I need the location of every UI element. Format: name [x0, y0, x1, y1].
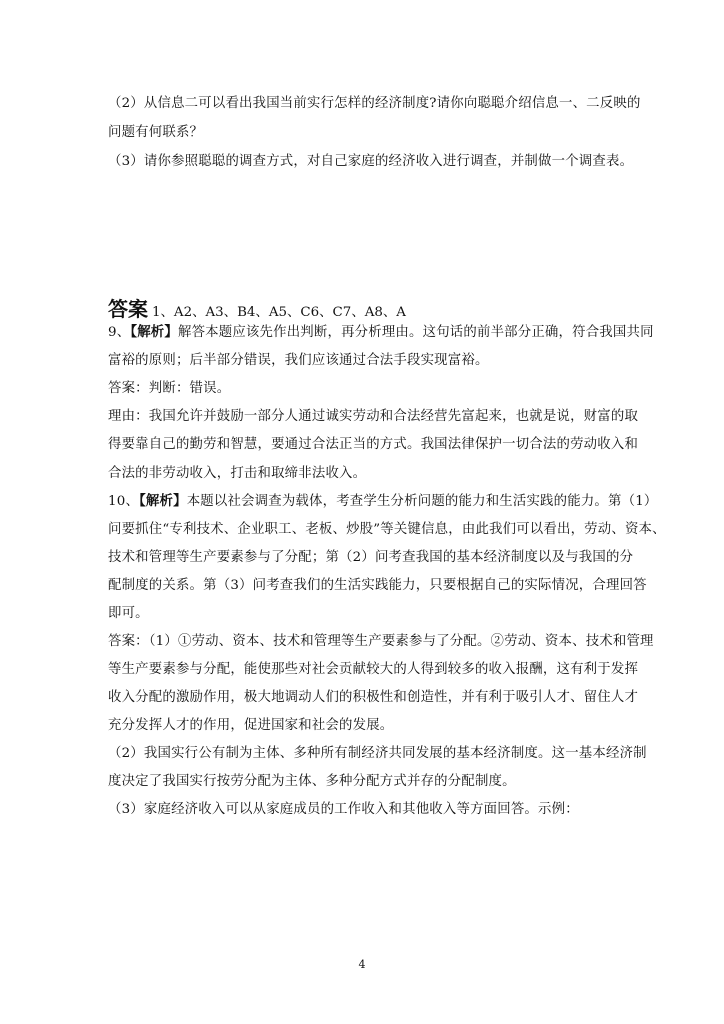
- q9-analysis-line-2: 富裕的原则；后半部分错误，我们应该通过合法手段实现富裕。: [108, 353, 489, 368]
- q10-analysis-line-5: 即可。: [108, 606, 149, 621]
- q10-answer-line-1: 答案：（1）①劳动、资本、技术和管理等生产要素参与了分配。②劳动、资本、技术和管理: [108, 634, 654, 649]
- q10-analysis-tag: 【解析】: [139, 493, 187, 509]
- q10-answer-line-4: 充分发挥人才的作用，促进国家和社会的发展。: [108, 718, 394, 733]
- question-2-line-1: （2）从信息二可以看出我国当前实行怎样的经济制度?请你向聪聪介绍信息一、二反映的: [108, 96, 641, 111]
- q9-reason-line-3: 合法的非劳动收入，打击和取缔非法收入。: [108, 466, 367, 481]
- q9-analysis-line-1: [108, 324, 654, 341]
- q9-reason-line-1: 理由：我国允许并鼓励一部分人通过诚实劳动和合法经营先富起来，也就是说，财富的取: [108, 409, 639, 424]
- q9-text: 解答本题应该先作出判断，再分析理由。这句话的前半部分正确，符合我国共同: [177, 325, 654, 340]
- q10-analysis-line-3: 技术和管理等生产要素参与了分配；第（2）问考查我国的基本经济制度以及与我国的分: [108, 550, 634, 565]
- q10-analysis-line-4: 配制度的关系。第（3）问考查我们的生活实践能力，只要根据自己的实际情况，合理回答: [108, 578, 647, 593]
- q9-analysis-tag: 【解析】: [130, 324, 178, 340]
- page-number: 4: [358, 958, 366, 971]
- question-2-line-2: 问题有何联系？: [108, 125, 204, 140]
- q9-answer-line: 答案：判断：错误。: [108, 381, 231, 396]
- q10-answer-line-2: 等生产要素参与分配，能使那些对社会贡献较大的人得到较多的收入报酬，这有利于发挥: [108, 662, 639, 677]
- q9-reason-line-2: 得要靠自己的勤劳和智慧，要通过合法正当的方式。我国法律保护一切合法的劳动收入和: [108, 437, 639, 452]
- q10-answer-line-3: 收入分配的激励作用，极大地调动人们的积极性和创造性，并有利于吸引人才、留住人才: [108, 690, 639, 705]
- q10-answer-2-line-1: （2）我国实行公有制为主体、多种所有制经济共同发展的基本经济制度。这一基本经济制: [108, 746, 647, 761]
- q10-analysis-line-1: [108, 493, 658, 510]
- q10-analysis-line-2: 问要抓住“专利技术、企业职工、老板、炒股”等关键信息，由此我们可以看出，劳动、资本、: [108, 522, 666, 537]
- q10-answer-2-line-2: 度决定了我国实行按劳分配为主体、多种分配方式并存的分配制度。: [108, 774, 516, 789]
- q9-number: 9、: [108, 325, 131, 340]
- question-3-line: （3）请你参照聪聪的调查方式，对自己家庭的经济收入进行调查，并制做一个调查表。: [108, 154, 634, 169]
- answer-heading: 答案: [108, 297, 148, 321]
- q10-text: 本题以社会调查为载体，考查学生分析问题的能力和生活实践的能力。第（1）: [186, 494, 658, 509]
- answer-choices: 1、A2、A3、B4、A5、C6、C7、A8、A: [152, 305, 406, 320]
- answer-heading-row: [108, 298, 406, 324]
- q10-number: 10、: [108, 494, 140, 509]
- q10-answer-3-line: （3）家庭经济收入可以从家庭成员的工作收入和其他收入等方面回答。示例：: [108, 802, 579, 817]
